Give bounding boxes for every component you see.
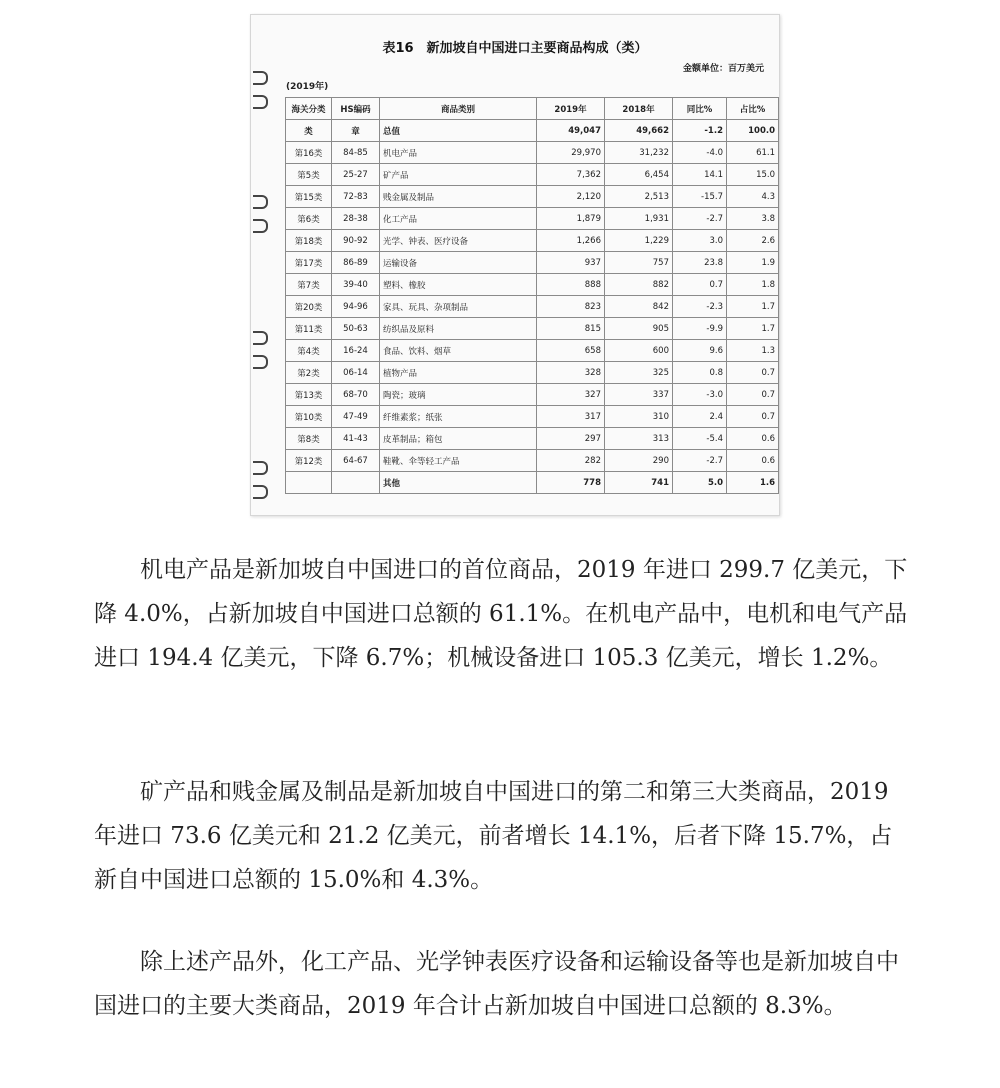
row-customs-class: 第18类	[286, 230, 332, 252]
row-customs-class: 第11类	[286, 318, 332, 340]
table-row	[286, 384, 779, 406]
row-hs-code: 50-63	[332, 318, 380, 340]
row-yoy: 2.4	[673, 406, 727, 428]
row-hs-code: 06-14	[332, 362, 380, 384]
table-row	[286, 120, 779, 142]
row-value-2018: 882	[605, 274, 673, 296]
row-value-2018: 6,454	[605, 164, 673, 186]
row-value-2019: 823	[537, 296, 605, 318]
row-share: 0.7	[727, 384, 779, 406]
scanned-table-image	[250, 14, 780, 516]
row-share: 0.7	[727, 406, 779, 428]
row-category: 光学、钟表、医疗设备	[380, 230, 537, 252]
row-hs-code: 86-89	[332, 252, 380, 274]
binder-ring-icon	[253, 95, 268, 109]
row-value-2019: 937	[537, 252, 605, 274]
row-yoy: -2.3	[673, 296, 727, 318]
paragraph-2: 矿产品和贱金属及制品是新加坡自中国进口的第二和第三大类商品，2019 年进口 73.6 亿美元和 21.2 亿美元，前者增长 14.1%，后者下降 15.7%，占新自中国进口总额的 15.0%和 4.3%。	[94, 779, 893, 893]
table-row	[286, 252, 779, 274]
row-hs-code	[332, 472, 380, 494]
table-row	[286, 274, 779, 296]
header-hs-code: HS编码	[332, 98, 380, 120]
row-yoy: -15.7	[673, 186, 727, 208]
header-category: 商品类别	[380, 98, 537, 120]
row-category: 贱金属及制品	[380, 186, 537, 208]
row-yoy: -2.7	[673, 450, 727, 472]
row-category: 化工产品	[380, 208, 537, 230]
row-customs-class: 第2类	[286, 362, 332, 384]
row-value-2019: 297	[537, 428, 605, 450]
table-header-row	[286, 98, 779, 120]
header-customs-class: 海关分类	[286, 98, 332, 120]
table-year-note: (2019年)	[286, 82, 329, 92]
row-value-2018: 2,513	[605, 186, 673, 208]
table-row	[286, 186, 779, 208]
table-row	[286, 318, 779, 340]
table-row	[286, 362, 779, 384]
row-customs-class: 第8类	[286, 428, 332, 450]
row-value-2019: 2,120	[537, 186, 605, 208]
binder-ring-icon	[253, 485, 268, 499]
row-share: 1.3	[727, 340, 779, 362]
row-category: 陶瓷；玻璃	[380, 384, 537, 406]
table-row	[286, 208, 779, 230]
table-row	[286, 406, 779, 428]
binder-ring-icon	[253, 219, 268, 233]
row-yoy: -9.9	[673, 318, 727, 340]
row-share: 100.0	[727, 120, 779, 142]
row-category: 皮革制品；箱包	[380, 428, 537, 450]
row-hs-code: 41-43	[332, 428, 380, 450]
row-value-2019: 7,362	[537, 164, 605, 186]
row-customs-class: 第4类	[286, 340, 332, 362]
row-value-2018: 49,662	[605, 120, 673, 142]
row-share: 0.7	[727, 362, 779, 384]
row-value-2018: 313	[605, 428, 673, 450]
row-value-2019: 1,266	[537, 230, 605, 252]
row-value-2019: 815	[537, 318, 605, 340]
table-row	[286, 472, 779, 494]
row-category: 机电产品	[380, 142, 537, 164]
row-customs-class: 第13类	[286, 384, 332, 406]
row-share: 0.6	[727, 428, 779, 450]
row-hs-code: 94-96	[332, 296, 380, 318]
row-yoy: 23.8	[673, 252, 727, 274]
binder-rings	[251, 15, 271, 515]
row-hs-code: 68-70	[332, 384, 380, 406]
header-yoy: 同比%	[673, 98, 727, 120]
row-value-2019: 29,970	[537, 142, 605, 164]
table-row	[286, 340, 779, 362]
row-customs-class: 第10类	[286, 406, 332, 428]
row-value-2019: 317	[537, 406, 605, 428]
row-yoy: 0.8	[673, 362, 727, 384]
binder-ring-icon	[253, 355, 268, 369]
row-value-2019: 328	[537, 362, 605, 384]
row-value-2019: 1,879	[537, 208, 605, 230]
row-value-2018: 31,232	[605, 142, 673, 164]
row-hs-code: 47-49	[332, 406, 380, 428]
row-value-2018: 600	[605, 340, 673, 362]
row-value-2019: 778	[537, 472, 605, 494]
binder-ring-icon	[253, 195, 268, 209]
row-category: 塑料、橡胶	[380, 274, 537, 296]
row-share: 3.8	[727, 208, 779, 230]
table-row	[286, 142, 779, 164]
row-yoy: -5.4	[673, 428, 727, 450]
row-category: 植物产品	[380, 362, 537, 384]
table-row	[286, 428, 779, 450]
row-value-2019: 327	[537, 384, 605, 406]
paragraph-1: 机电产品是新加坡自中国进口的首位商品，2019 年进口 299.7 亿美元，下降 4.0%，占新加坡自中国进口总额的 61.1%。在机电产品中，电机和电气产品进口 194.4 亿美元，下降 6.7%；机械设备进口 105.3 亿美元，增长 1.2%。	[94, 557, 908, 671]
row-category: 纤维素浆；纸张	[380, 406, 537, 428]
row-hs-code: 28-38	[332, 208, 380, 230]
row-share: 1.6	[727, 472, 779, 494]
row-category: 家具、玩具、杂项制品	[380, 296, 537, 318]
row-value-2019: 888	[537, 274, 605, 296]
row-share: 0.6	[727, 450, 779, 472]
row-customs-class	[286, 472, 332, 494]
header-2018: 2018年	[605, 98, 673, 120]
row-hs-code: 72-83	[332, 186, 380, 208]
row-hs-code: 64-67	[332, 450, 380, 472]
row-hs-code: 39-40	[332, 274, 380, 296]
row-hs-code: 90-92	[332, 230, 380, 252]
row-value-2019: 49,047	[537, 120, 605, 142]
table-title: 表16 新加坡自中国进口主要商品构成（类）	[382, 41, 648, 56]
row-category: 运输设备	[380, 252, 537, 274]
row-customs-class: 第17类	[286, 252, 332, 274]
row-customs-class: 类	[286, 120, 332, 142]
row-share: 1.8	[727, 274, 779, 296]
row-yoy: -4.0	[673, 142, 727, 164]
row-category: 纺织品及原料	[380, 318, 537, 340]
row-value-2018: 310	[605, 406, 673, 428]
row-value-2018: 905	[605, 318, 673, 340]
row-yoy: 14.1	[673, 164, 727, 186]
binder-ring-icon	[253, 461, 268, 475]
header-share: 占比%	[727, 98, 779, 120]
paragraph-3: 除上述产品外，化工产品、光学钟表医疗设备和运输设备等也是新加坡自中国进口的主要大类商品，2019 年合计占新加坡自中国进口总额的 8.3%。	[94, 949, 899, 1019]
table-row	[286, 450, 779, 472]
row-share: 2.6	[727, 230, 779, 252]
row-hs-code: 25-27	[332, 164, 380, 186]
row-yoy: 0.7	[673, 274, 727, 296]
row-value-2018: 1,931	[605, 208, 673, 230]
row-category: 其他	[380, 472, 537, 494]
row-customs-class: 第12类	[286, 450, 332, 472]
row-value-2019: 282	[537, 450, 605, 472]
row-share: 1.7	[727, 318, 779, 340]
row-category: 食品、饮料、烟草	[380, 340, 537, 362]
header-2019: 2019年	[537, 98, 605, 120]
row-customs-class: 第16类	[286, 142, 332, 164]
table-row	[286, 164, 779, 186]
row-category: 鞋靴、伞等轻工产品	[380, 450, 537, 472]
row-share: 1.9	[727, 252, 779, 274]
row-value-2018: 842	[605, 296, 673, 318]
row-value-2018: 325	[605, 362, 673, 384]
row-yoy: -3.0	[673, 384, 727, 406]
row-yoy: 9.6	[673, 340, 727, 362]
row-hs-code: 16-24	[332, 340, 380, 362]
row-hs-code: 84-85	[332, 142, 380, 164]
row-value-2018: 757	[605, 252, 673, 274]
row-value-2018: 290	[605, 450, 673, 472]
binder-ring-icon	[253, 331, 268, 345]
row-customs-class: 第20类	[286, 296, 332, 318]
table-row	[286, 230, 779, 252]
row-value-2018: 1,229	[605, 230, 673, 252]
row-share: 1.7	[727, 296, 779, 318]
table-unit-note: 金额单位：百万美元	[683, 64, 765, 74]
row-customs-class: 第7类	[286, 274, 332, 296]
row-yoy: 5.0	[673, 472, 727, 494]
row-share: 61.1	[727, 142, 779, 164]
table-row	[286, 296, 779, 318]
row-value-2018: 741	[605, 472, 673, 494]
row-category: 总值	[380, 120, 537, 142]
import-composition-table	[285, 97, 779, 494]
row-customs-class: 第5类	[286, 164, 332, 186]
row-customs-class: 第6类	[286, 208, 332, 230]
row-share: 4.3	[727, 186, 779, 208]
row-yoy: -1.2	[673, 120, 727, 142]
row-share: 15.0	[727, 164, 779, 186]
row-yoy: 3.0	[673, 230, 727, 252]
row-value-2019: 658	[537, 340, 605, 362]
row-customs-class: 第15类	[286, 186, 332, 208]
row-value-2018: 337	[605, 384, 673, 406]
row-hs-code: 章	[332, 120, 380, 142]
row-yoy: -2.7	[673, 208, 727, 230]
binder-ring-icon	[253, 71, 268, 85]
row-category: 矿产品	[380, 164, 537, 186]
